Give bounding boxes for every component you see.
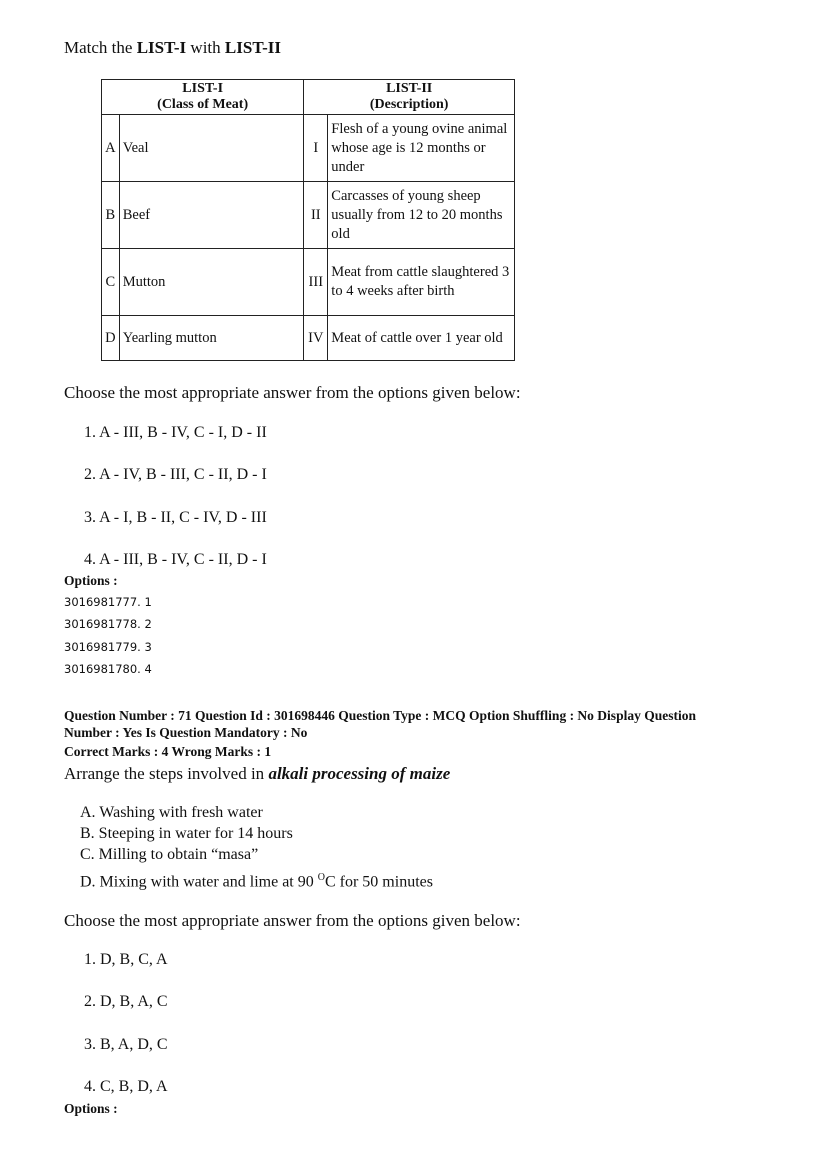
option-id-2: 3016981778. 2 bbox=[64, 617, 152, 631]
table-row bbox=[102, 115, 515, 182]
intro-list2: LIST-II bbox=[224, 38, 281, 57]
answer-choice-2-1[interactable]: 1. D, B, C, A bbox=[84, 951, 168, 968]
answer-prompt-2: Choose the most appropriate answer from the options given below: bbox=[64, 911, 521, 930]
row-description: Meat from cattle slaughtered 3 to 4 weeks after birth bbox=[328, 249, 515, 316]
answer-choice-1[interactable]: 1. A - III, B - IV, C - I, D - II bbox=[84, 424, 267, 441]
options-label-2: Options : bbox=[64, 1101, 118, 1116]
options-label: Options : bbox=[64, 573, 118, 588]
option-id-3: 3016981779. 3 bbox=[64, 640, 152, 654]
row-roman: I bbox=[304, 115, 328, 182]
marks-line: Correct Marks : 4 Wrong Marks : 1 bbox=[64, 744, 272, 759]
option-id-1: 3016981777. 1 bbox=[64, 595, 152, 609]
question-meta-line1: Question Number : 71 Question Id : 301698446 Question Type : MCQ Option Shuffling : No Display Question bbox=[64, 708, 696, 723]
step-b: B. Steeping in water for 14 hours bbox=[80, 825, 293, 842]
intro-mid: with bbox=[186, 38, 225, 57]
list1-subtitle: (Class of Meat) bbox=[157, 97, 249, 112]
answer-choice-4[interactable]: 4. A - III, B - IV, C - II, D - I bbox=[84, 551, 267, 568]
question-meta-line2: Number : Yes Is Question Mandatory : No bbox=[64, 725, 308, 740]
row-description: Carcasses of young sheep usually from 12 to 20 months old bbox=[328, 182, 515, 249]
step-d-suffix: C for 50 minutes bbox=[324, 873, 433, 891]
option-id-4: 3016981780. 4 bbox=[64, 662, 152, 676]
answer-prompt: Choose the most appropriate answer from the options given below: bbox=[64, 383, 521, 402]
table-row bbox=[102, 249, 515, 316]
list2-title: LIST-II bbox=[386, 81, 433, 96]
stem-emphasis: alkali processing of maize bbox=[268, 764, 451, 783]
row-item: Yearling mutton bbox=[119, 316, 304, 361]
row-item: Beef bbox=[119, 182, 304, 249]
answer-choice-2-4[interactable]: 4. C, B, D, A bbox=[84, 1078, 168, 1095]
table-row bbox=[102, 316, 515, 361]
intro-prefix: Match the bbox=[64, 38, 137, 57]
row-roman: III bbox=[304, 249, 328, 316]
answer-choice-2-3[interactable]: 3. B, A, D, C bbox=[84, 1036, 168, 1053]
list1-title: LIST-I bbox=[182, 81, 224, 96]
step-d-prefix: D. Mixing with water and lime at 90 bbox=[80, 873, 318, 891]
table-row bbox=[102, 182, 515, 249]
stem-prefix: Arrange the steps involved in bbox=[64, 764, 269, 783]
row-letter: A bbox=[102, 115, 120, 182]
answer-choice-3[interactable]: 3. A - I, B - II, C - IV, D - III bbox=[84, 509, 267, 526]
step-c: C. Milling to obtain “masa” bbox=[80, 846, 259, 863]
row-letter: B bbox=[102, 182, 120, 249]
row-item: Mutton bbox=[119, 249, 304, 316]
answer-choice-2[interactable]: 2. A - IV, B - III, C - II, D - I bbox=[84, 466, 267, 483]
row-roman: IV bbox=[304, 316, 328, 361]
answer-choice-2-2[interactable]: 2. D, B, A, C bbox=[84, 993, 168, 1010]
question-intro bbox=[64, 38, 281, 58]
degree-superscript: O bbox=[317, 872, 325, 883]
match-table bbox=[101, 79, 515, 361]
list1-header bbox=[102, 80, 304, 115]
row-item: Veal bbox=[119, 115, 304, 182]
step-a: A. Washing with fresh water bbox=[80, 804, 263, 821]
row-description: Flesh of a young ovine animal whose age is 12 months or under bbox=[328, 115, 515, 182]
row-roman: II bbox=[304, 182, 328, 249]
step-d bbox=[80, 872, 433, 891]
row-letter: D bbox=[102, 316, 120, 361]
question-stem bbox=[64, 764, 450, 784]
list2-header bbox=[304, 80, 515, 115]
row-letter: C bbox=[102, 249, 120, 316]
list2-subtitle: (Description) bbox=[369, 97, 449, 112]
row-description: Meat of cattle over 1 year old bbox=[328, 316, 515, 361]
intro-list1: LIST-I bbox=[136, 38, 187, 57]
table-header-row bbox=[102, 80, 515, 115]
